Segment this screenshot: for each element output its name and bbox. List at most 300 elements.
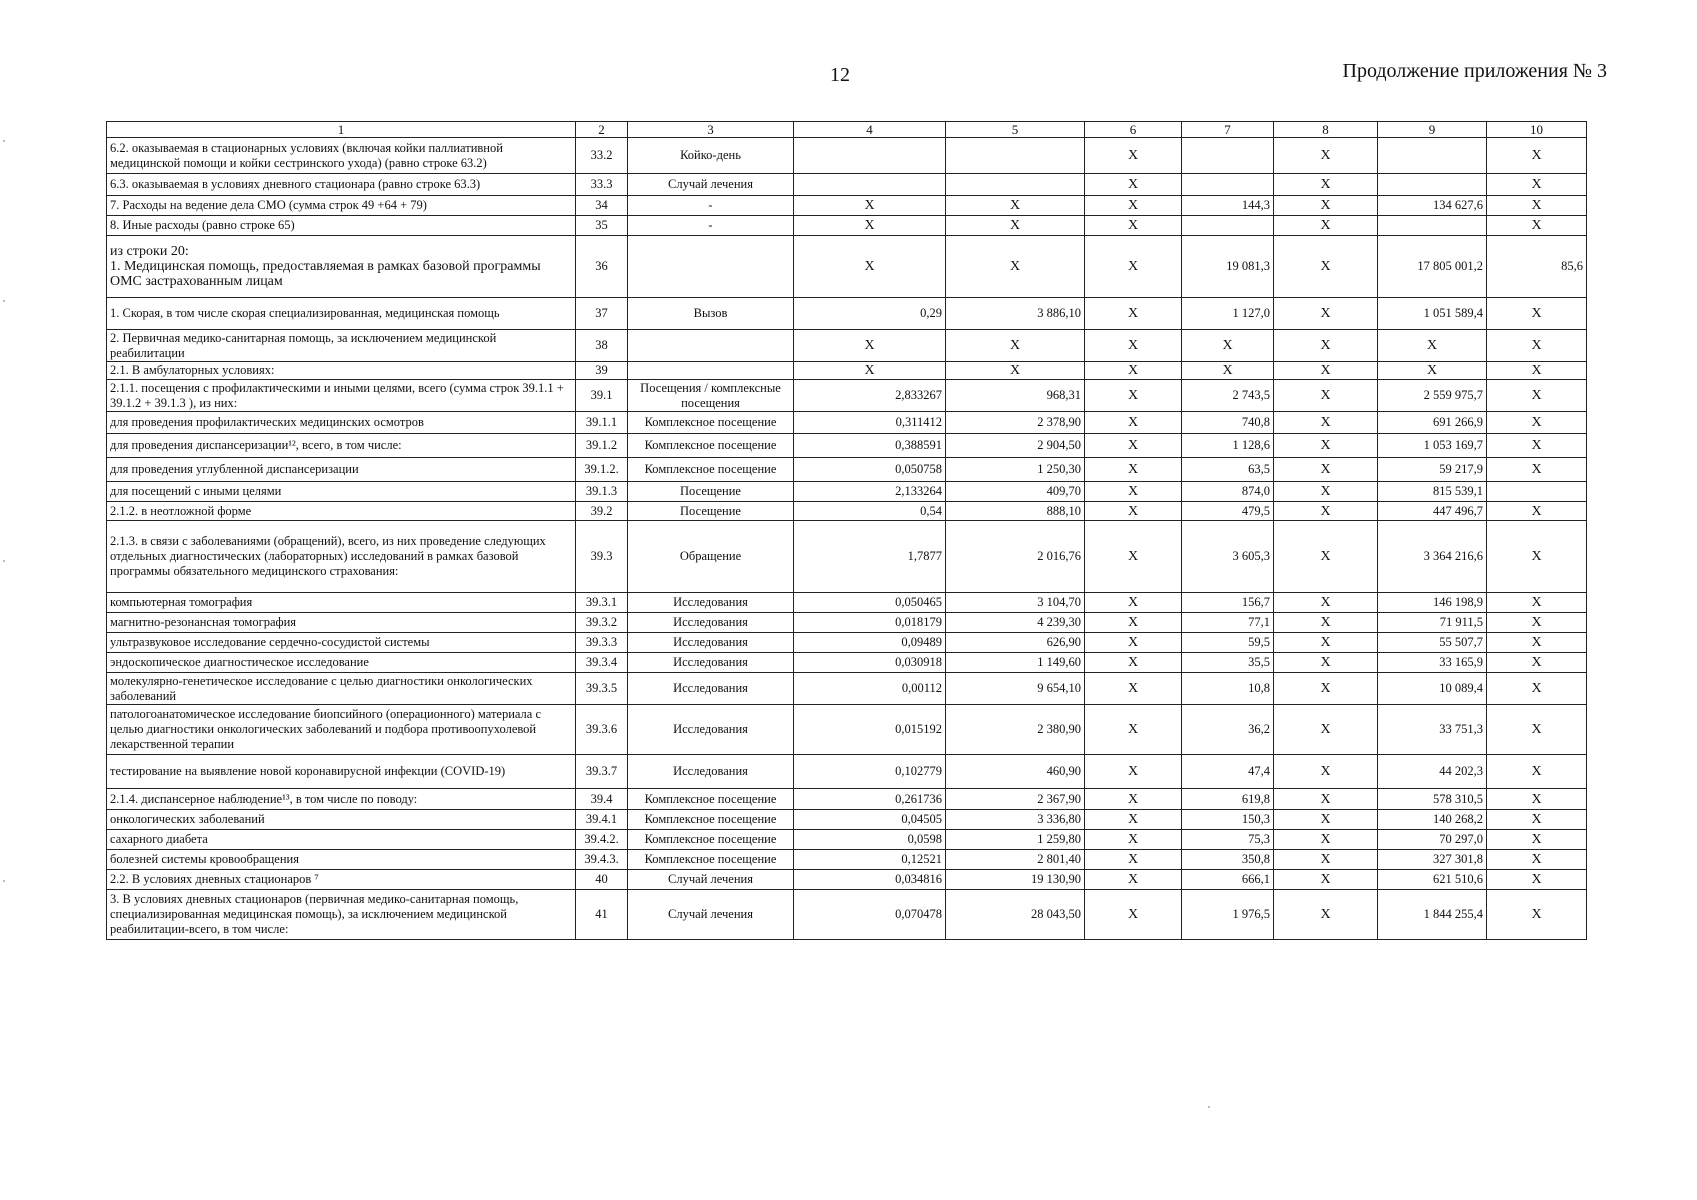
not-applicable-cell: Х: [1085, 458, 1182, 482]
not-applicable-cell: Х: [1487, 870, 1587, 890]
scan-speck: [3, 560, 5, 562]
unit-cell: [628, 236, 794, 298]
value-cell: 0,00112: [794, 673, 946, 705]
row-code-cell: 39.4: [576, 789, 628, 810]
row-label-cell: 8. Иные расходы (равно строке 65): [107, 216, 576, 236]
not-applicable-cell: Х: [946, 196, 1085, 216]
column-number-cell: 4: [794, 122, 946, 138]
value-cell: 0,04505: [794, 810, 946, 830]
not-applicable-cell: Х: [1085, 521, 1182, 593]
value-cell: [1378, 138, 1487, 174]
value-cell: 1,7877: [794, 521, 946, 593]
not-applicable-cell: Х: [1487, 789, 1587, 810]
not-applicable-cell: Х: [1274, 482, 1378, 502]
row-label-cell: 2.1.4. диспансерное наблюдение¹³, в том числе по поводу:: [107, 789, 576, 810]
scan-speck: [3, 300, 5, 302]
unit-cell: Комплексное посещение: [628, 850, 794, 870]
value-cell: 1 128,6: [1182, 434, 1274, 458]
value-cell: 3 336,80: [946, 810, 1085, 830]
value-cell: 1 053 169,7: [1378, 434, 1487, 458]
table-row: [107, 174, 1587, 196]
value-cell: [794, 174, 946, 196]
not-applicable-cell: Х: [794, 196, 946, 216]
value-cell: 0,070478: [794, 890, 946, 940]
not-applicable-cell: Х: [1487, 755, 1587, 789]
unit-cell: Комплексное посещение: [628, 789, 794, 810]
not-applicable-cell: Х: [1274, 633, 1378, 653]
not-applicable-cell: Х: [1085, 755, 1182, 789]
table-row: [107, 705, 1587, 755]
row-label-cell: для проведения углубленной диспансеризации: [107, 458, 576, 482]
table-row: [107, 236, 1587, 298]
value-cell: [1182, 216, 1274, 236]
not-applicable-cell: Х: [1274, 673, 1378, 705]
not-applicable-cell: Х: [1085, 298, 1182, 330]
row-code-cell: 39.3.2: [576, 613, 628, 633]
value-cell: 0,09489: [794, 633, 946, 653]
value-cell: 350,8: [1182, 850, 1274, 870]
not-applicable-cell: Х: [1378, 330, 1487, 362]
table-row: [107, 216, 1587, 236]
not-applicable-cell: Х: [1487, 330, 1587, 362]
not-applicable-cell: Х: [1085, 673, 1182, 705]
not-applicable-cell: Х: [1487, 653, 1587, 673]
row-label-cell: онкологических заболеваний: [107, 810, 576, 830]
not-applicable-cell: Х: [1487, 673, 1587, 705]
table-row: [107, 138, 1587, 174]
not-applicable-cell: Х: [1487, 850, 1587, 870]
value-cell: [1182, 174, 1274, 196]
value-cell: 626,90: [946, 633, 1085, 653]
not-applicable-cell: Х: [1085, 138, 1182, 174]
value-cell: 666,1: [1182, 870, 1274, 890]
value-cell: 10 089,4: [1378, 673, 1487, 705]
table-row: [107, 196, 1587, 216]
value-cell: 2 378,90: [946, 412, 1085, 434]
value-cell: 874,0: [1182, 482, 1274, 502]
scan-speck: [1208, 1106, 1210, 1108]
value-cell: [1487, 482, 1587, 502]
not-applicable-cell: Х: [1274, 138, 1378, 174]
value-cell: 0,050465: [794, 593, 946, 613]
not-applicable-cell: Х: [1085, 362, 1182, 380]
value-cell: 150,3: [1182, 810, 1274, 830]
not-applicable-cell: Х: [1274, 502, 1378, 521]
value-cell: 156,7: [1182, 593, 1274, 613]
not-applicable-cell: Х: [1274, 653, 1378, 673]
value-cell: 0,29: [794, 298, 946, 330]
column-number-cell: 10: [1487, 122, 1587, 138]
row-code-cell: 39.3.7: [576, 755, 628, 789]
not-applicable-cell: Х: [1487, 434, 1587, 458]
value-cell: 447 496,7: [1378, 502, 1487, 521]
value-cell: 2,833267: [794, 380, 946, 412]
not-applicable-cell: Х: [1085, 434, 1182, 458]
expenditure-table: [106, 121, 1587, 940]
row-code-cell: 33.2: [576, 138, 628, 174]
value-cell: 1 259,80: [946, 830, 1085, 850]
table-row: [107, 830, 1587, 850]
row-code-cell: 39.3.4: [576, 653, 628, 673]
value-cell: 19 081,3: [1182, 236, 1274, 298]
not-applicable-cell: Х: [1085, 613, 1182, 633]
value-cell: 0,12521: [794, 850, 946, 870]
row-code-cell: 34: [576, 196, 628, 216]
unit-cell: Комплексное посещение: [628, 810, 794, 830]
row-label-cell: 1. Скорая, в том числе скорая специализированная, медицинская помощь: [107, 298, 576, 330]
not-applicable-cell: Х: [1085, 593, 1182, 613]
row-label-cell: тестирование на выявление новой коронавирусной инфекции (COVID-19): [107, 755, 576, 789]
not-applicable-cell: Х: [1274, 412, 1378, 434]
table-row: [107, 593, 1587, 613]
unit-cell: [628, 330, 794, 362]
row-code-cell: 35: [576, 216, 628, 236]
not-applicable-cell: Х: [1487, 830, 1587, 850]
not-applicable-cell: Х: [1085, 890, 1182, 940]
row-label-cell: эндоскопическое диагностическое исследование: [107, 653, 576, 673]
value-cell: 10,8: [1182, 673, 1274, 705]
unit-cell: Посещение: [628, 482, 794, 502]
column-number-cell: 9: [1378, 122, 1487, 138]
table-row: [107, 755, 1587, 789]
not-applicable-cell: Х: [1487, 196, 1587, 216]
table-row: [107, 810, 1587, 830]
unit-cell: Комплексное посещение: [628, 412, 794, 434]
value-cell: 17 805 001,2: [1378, 236, 1487, 298]
value-cell: 2 904,50: [946, 434, 1085, 458]
row-code-cell: 39: [576, 362, 628, 380]
value-cell: 3 104,70: [946, 593, 1085, 613]
not-applicable-cell: Х: [1487, 174, 1587, 196]
value-cell: 2 380,90: [946, 705, 1085, 755]
table-row: [107, 613, 1587, 633]
column-number-cell: 2: [576, 122, 628, 138]
row-label-cell: 2.2. В условиях дневных стационаров ⁷: [107, 870, 576, 890]
value-cell: 619,8: [1182, 789, 1274, 810]
unit-cell: Исследования: [628, 613, 794, 633]
value-cell: 409,70: [946, 482, 1085, 502]
row-code-cell: 39.1.2.: [576, 458, 628, 482]
column-number-cell: 1: [107, 122, 576, 138]
column-number-cell: 3: [628, 122, 794, 138]
value-cell: 0,034816: [794, 870, 946, 890]
row-label-cell: ультразвуковое исследование сердечно-сосудистой системы: [107, 633, 576, 653]
column-number-cell: 8: [1274, 122, 1378, 138]
row-code-cell: 39.3: [576, 521, 628, 593]
not-applicable-cell: Х: [1274, 810, 1378, 830]
value-cell: 2 367,90: [946, 789, 1085, 810]
not-applicable-cell: Х: [1182, 330, 1274, 362]
value-cell: 146 198,9: [1378, 593, 1487, 613]
row-label-cell: 7. Расходы на ведение дела СМО (сумма строк 49 +64 + 79): [107, 196, 576, 216]
not-applicable-cell: Х: [1274, 330, 1378, 362]
not-applicable-cell: Х: [946, 330, 1085, 362]
value-cell: 71 911,5: [1378, 613, 1487, 633]
value-cell: 0,030918: [794, 653, 946, 673]
row-code-cell: 39.3.3: [576, 633, 628, 653]
unit-cell: Вызов: [628, 298, 794, 330]
not-applicable-cell: Х: [1085, 810, 1182, 830]
value-cell: 578 310,5: [1378, 789, 1487, 810]
row-code-cell: 39.4.1: [576, 810, 628, 830]
value-cell: 33 165,9: [1378, 653, 1487, 673]
unit-cell: [628, 362, 794, 380]
row-label-cell: 2.1. В амбулаторных условиях:: [107, 362, 576, 380]
not-applicable-cell: Х: [1487, 362, 1587, 380]
not-applicable-cell: Х: [1274, 236, 1378, 298]
row-code-cell: 39.1.2: [576, 434, 628, 458]
scan-speck: [3, 880, 5, 882]
not-applicable-cell: Х: [1085, 412, 1182, 434]
unit-cell: Посещение: [628, 502, 794, 521]
value-cell: [946, 174, 1085, 196]
value-cell: 0,311412: [794, 412, 946, 434]
value-cell: 1 250,30: [946, 458, 1085, 482]
value-cell: 2 016,76: [946, 521, 1085, 593]
value-cell: 85,6: [1487, 236, 1587, 298]
table-row: [107, 673, 1587, 705]
table-row: [107, 380, 1587, 412]
value-cell: 1 844 255,4: [1378, 890, 1487, 940]
row-label-cell: для проведения профилактических медицинских осмотров: [107, 412, 576, 434]
column-number-cell: 6: [1085, 122, 1182, 138]
column-number-cell: 5: [946, 122, 1085, 138]
row-label-cell: 6.2. оказываемая в стационарных условиях (включая койки паллиативной медицинской помощи и койки сестринского ухода) (равно строке 63.2): [107, 138, 576, 174]
not-applicable-cell: Х: [1274, 755, 1378, 789]
unit-cell: Случай лечения: [628, 174, 794, 196]
not-applicable-cell: Х: [1085, 633, 1182, 653]
table-row: [107, 482, 1587, 502]
not-applicable-cell: Х: [1274, 593, 1378, 613]
row-code-cell: 39.3.1: [576, 593, 628, 613]
row-code-cell: 41: [576, 890, 628, 940]
row-code-cell: 39.3.6: [576, 705, 628, 755]
not-applicable-cell: Х: [1487, 890, 1587, 940]
value-cell: 0,261736: [794, 789, 946, 810]
row-label-cell: для посещений с иными целями: [107, 482, 576, 502]
not-applicable-cell: Х: [1274, 870, 1378, 890]
row-code-cell: 37: [576, 298, 628, 330]
value-cell: [946, 138, 1085, 174]
value-cell: 4 239,30: [946, 613, 1085, 633]
not-applicable-cell: Х: [1085, 653, 1182, 673]
value-cell: 55 507,7: [1378, 633, 1487, 653]
unit-cell: Комплексное посещение: [628, 830, 794, 850]
not-applicable-cell: Х: [1274, 216, 1378, 236]
row-label-cell: 2. Первичная медико-санитарная помощь, за исключением медицинской реабилитации: [107, 330, 576, 362]
unit-cell: -: [628, 216, 794, 236]
value-cell: [1378, 216, 1487, 236]
value-cell: 479,5: [1182, 502, 1274, 521]
unit-cell: Койко-день: [628, 138, 794, 174]
row-code-cell: 33.3: [576, 174, 628, 196]
value-cell: 0,0598: [794, 830, 946, 850]
value-cell: 1 976,5: [1182, 890, 1274, 940]
value-cell: 968,31: [946, 380, 1085, 412]
not-applicable-cell: Х: [1085, 850, 1182, 870]
value-cell: 327 301,8: [1378, 850, 1487, 870]
not-applicable-cell: Х: [794, 236, 946, 298]
not-applicable-cell: Х: [1085, 705, 1182, 755]
not-applicable-cell: Х: [1274, 196, 1378, 216]
row-label-cell: болезней системы кровообращения: [107, 850, 576, 870]
value-cell: 59,5: [1182, 633, 1274, 653]
scan-speck: [3, 140, 5, 142]
value-cell: 3 886,10: [946, 298, 1085, 330]
not-applicable-cell: Х: [1274, 380, 1378, 412]
value-cell: 460,90: [946, 755, 1085, 789]
row-code-cell: 39.3.5: [576, 673, 628, 705]
value-cell: 621 510,6: [1378, 870, 1487, 890]
row-label-cell: для проведения диспансеризации¹², всего, в том числе:: [107, 434, 576, 458]
not-applicable-cell: Х: [1085, 789, 1182, 810]
row-code-cell: 39.4.2.: [576, 830, 628, 850]
value-cell: 0,102779: [794, 755, 946, 789]
table-row: [107, 521, 1587, 593]
value-cell: 3 364 216,6: [1378, 521, 1487, 593]
value-cell: 0,015192: [794, 705, 946, 755]
table-row: [107, 502, 1587, 521]
not-applicable-cell: Х: [1182, 362, 1274, 380]
value-cell: 0,018179: [794, 613, 946, 633]
row-code-cell: 39.1.1: [576, 412, 628, 434]
unit-cell: Комплексное посещение: [628, 458, 794, 482]
row-label-cell: 2.1.2. в неотложной форме: [107, 502, 576, 521]
value-cell: 47,4: [1182, 755, 1274, 789]
not-applicable-cell: Х: [1085, 236, 1182, 298]
value-cell: 0,050758: [794, 458, 946, 482]
row-code-cell: 40: [576, 870, 628, 890]
value-cell: [794, 138, 946, 174]
value-cell: 140 268,2: [1378, 810, 1487, 830]
not-applicable-cell: Х: [946, 236, 1085, 298]
table-row: [107, 653, 1587, 673]
not-applicable-cell: Х: [1085, 380, 1182, 412]
row-label-cell: из строки 20: 1. Медицинская помощь, предоставляемая в рамках базовой программы ОМС застрахованным лицам: [107, 236, 576, 298]
value-cell: 2 559 975,7: [1378, 380, 1487, 412]
column-number-row: [107, 122, 1587, 138]
not-applicable-cell: Х: [1487, 705, 1587, 755]
table-row: [107, 412, 1587, 434]
value-cell: 2 743,5: [1182, 380, 1274, 412]
row-label-cell: патологоанатомическое исследование биопсийного (операционного) материала с целью диагностики онкологических заболеваний и подбора противоопухолевой лекарственной терапии: [107, 705, 576, 755]
value-cell: 815 539,1: [1378, 482, 1487, 502]
value-cell: 44 202,3: [1378, 755, 1487, 789]
unit-cell: Посещения / комплексные посещения: [628, 380, 794, 412]
not-applicable-cell: Х: [1487, 810, 1587, 830]
row-code-cell: 38: [576, 330, 628, 362]
value-cell: 33 751,3: [1378, 705, 1487, 755]
value-cell: 144,3: [1182, 196, 1274, 216]
value-cell: 19 130,90: [946, 870, 1085, 890]
not-applicable-cell: Х: [1487, 521, 1587, 593]
table-row: [107, 633, 1587, 653]
row-code-cell: 36: [576, 236, 628, 298]
value-cell: 36,2: [1182, 705, 1274, 755]
row-label-cell: 2.1.1. посещения с профилактическими и иными целями, всего (сумма строк 39.1.1 + 39.1.2 + 39.1.3 ), из них:: [107, 380, 576, 412]
value-cell: [1378, 174, 1487, 196]
unit-cell: Комплексное посещение: [628, 434, 794, 458]
not-applicable-cell: Х: [946, 362, 1085, 380]
not-applicable-cell: Х: [1487, 298, 1587, 330]
not-applicable-cell: Х: [1487, 138, 1587, 174]
unit-cell: Случай лечения: [628, 890, 794, 940]
row-label-cell: 2.1.3. в связи с заболеваниями (обращений), всего, из них проведение следующих отдельных диагностических (лабораторных) исследований в рамках базовой программы обязательного медицинского страхования:: [107, 521, 576, 593]
column-number-cell: 7: [1182, 122, 1274, 138]
not-applicable-cell: Х: [1274, 890, 1378, 940]
unit-cell: Исследования: [628, 653, 794, 673]
value-cell: 0,54: [794, 502, 946, 521]
unit-cell: -: [628, 196, 794, 216]
value-cell: 2 801,40: [946, 850, 1085, 870]
value-cell: 1 149,60: [946, 653, 1085, 673]
table-row: [107, 330, 1587, 362]
value-cell: 59 217,9: [1378, 458, 1487, 482]
value-cell: 9 654,10: [946, 673, 1085, 705]
value-cell: 2,133264: [794, 482, 946, 502]
not-applicable-cell: Х: [794, 362, 946, 380]
not-applicable-cell: Х: [1274, 434, 1378, 458]
not-applicable-cell: Х: [1274, 705, 1378, 755]
not-applicable-cell: Х: [1085, 830, 1182, 850]
not-applicable-cell: Х: [1085, 216, 1182, 236]
not-applicable-cell: Х: [1274, 458, 1378, 482]
table-row: [107, 890, 1587, 940]
value-cell: 28 043,50: [946, 890, 1085, 940]
not-applicable-cell: Х: [794, 330, 946, 362]
not-applicable-cell: Х: [1274, 830, 1378, 850]
not-applicable-cell: Х: [1085, 330, 1182, 362]
not-applicable-cell: Х: [1274, 174, 1378, 196]
table-row: [107, 458, 1587, 482]
not-applicable-cell: Х: [1085, 174, 1182, 196]
value-cell: 740,8: [1182, 412, 1274, 434]
not-applicable-cell: Х: [794, 216, 946, 236]
not-applicable-cell: Х: [1274, 362, 1378, 380]
value-cell: 0,388591: [794, 434, 946, 458]
not-applicable-cell: Х: [1378, 362, 1487, 380]
not-applicable-cell: Х: [1487, 593, 1587, 613]
row-label-cell: 6.3. оказываемая в условиях дневного стационара (равно строке 63.3): [107, 174, 576, 196]
not-applicable-cell: Х: [1487, 458, 1587, 482]
value-cell: [1182, 138, 1274, 174]
not-applicable-cell: Х: [1487, 216, 1587, 236]
unit-cell: Обращение: [628, 521, 794, 593]
not-applicable-cell: Х: [1085, 502, 1182, 521]
value-cell: 63,5: [1182, 458, 1274, 482]
value-cell: 77,1: [1182, 613, 1274, 633]
not-applicable-cell: Х: [1487, 633, 1587, 653]
not-applicable-cell: Х: [1274, 613, 1378, 633]
value-cell: 3 605,3: [1182, 521, 1274, 593]
value-cell: 35,5: [1182, 653, 1274, 673]
unit-cell: Исследования: [628, 633, 794, 653]
value-cell: 70 297,0: [1378, 830, 1487, 850]
unit-cell: Исследования: [628, 593, 794, 613]
not-applicable-cell: Х: [1274, 521, 1378, 593]
page-number: 12: [830, 64, 850, 86]
value-cell: 1 051 589,4: [1378, 298, 1487, 330]
value-cell: 888,10: [946, 502, 1085, 521]
value-cell: 75,3: [1182, 830, 1274, 850]
row-label-cell: компьютерная томография: [107, 593, 576, 613]
not-applicable-cell: Х: [1085, 482, 1182, 502]
not-applicable-cell: Х: [1487, 613, 1587, 633]
not-applicable-cell: Х: [1274, 298, 1378, 330]
value-cell: 134 627,6: [1378, 196, 1487, 216]
row-label-cell: магнитно-резонансная томография: [107, 613, 576, 633]
value-cell: 691 266,9: [1378, 412, 1487, 434]
